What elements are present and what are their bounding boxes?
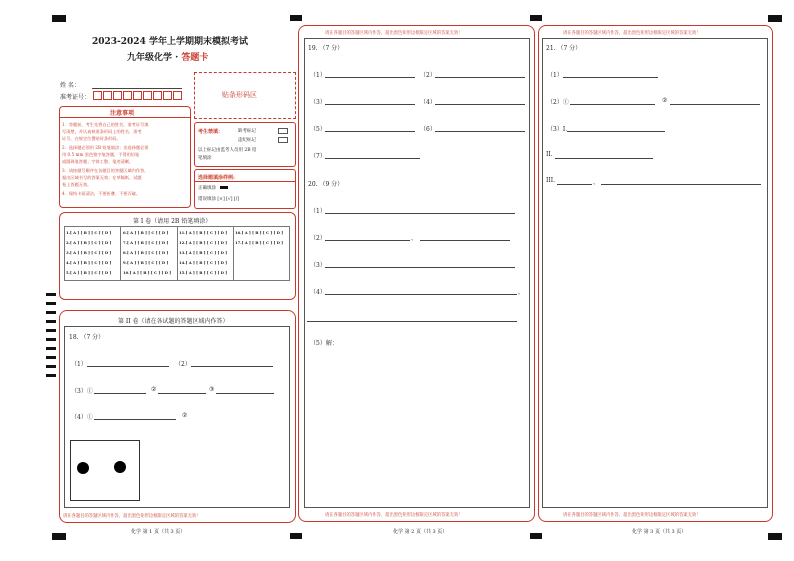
q19-heading: 19. （7 分） <box>308 45 344 52</box>
q21-part2-label: （2）① <box>547 99 569 106</box>
q20-part2-answer2[interactable] <box>420 240 510 241</box>
page3-warning-top: 请在各题目的答题区域内作答，超出黑色矩形边框限定区域的答案无效！ <box>563 31 701 36</box>
q19-part1-answer[interactable] <box>325 77 415 78</box>
page3-footer: 化学 第 3 页（共 3 页） <box>632 529 687 535</box>
notice-line: 写清楚，并认真核准条形码上的姓名、准考 <box>62 129 142 134</box>
choice-item[interactable]: 13.[ A ] [ B ] [ C ] [ D ] <box>179 250 227 255</box>
section2-title: 第 II 卷（请在各试题的答题区域内作答） <box>118 318 229 325</box>
q19-part5-label: （5） <box>310 126 326 133</box>
q19-part5-answer[interactable] <box>325 131 415 132</box>
q18-part2-answer[interactable] <box>191 366 273 367</box>
q21-partIII-answer2[interactable] <box>601 184 761 185</box>
q21-partII-label: II. <box>546 151 553 158</box>
q18-part3-answer2[interactable] <box>158 393 206 394</box>
position-mark <box>52 533 66 540</box>
exam-status-title: 考生禁填： <box>198 129 224 135</box>
choice-item[interactable]: 14.[ A ] [ B ] [ C ] [ D ] <box>179 260 227 265</box>
subtitle-suffix: 答题卡 <box>181 53 209 63</box>
student-id-label: 准考证号： <box>60 94 91 101</box>
position-mark <box>530 15 542 21</box>
q19-part7-label: （7） <box>310 153 326 160</box>
violation-box[interactable] <box>278 137 288 143</box>
q21-partIII-sep: 、 <box>593 179 600 186</box>
correct-fill-sample <box>220 186 228 189</box>
q19-part3-answer[interactable] <box>325 104 415 105</box>
choice-item[interactable]: 3.[ A ] [ B ] [ C ] [ D ] <box>66 250 112 255</box>
q20-heading: 20. （9 分） <box>308 181 344 188</box>
q21-partIII-label: III. <box>546 177 556 184</box>
choice-item[interactable]: 1.[ A ] [ B ] [ C ] [ D ] <box>66 230 112 235</box>
status-note: 以上标记由监考人员用 2B 铅 <box>198 148 257 153</box>
choice-item[interactable]: 7.[ A ] [ B ] [ C ] [ D ] <box>123 240 169 245</box>
position-mark <box>290 15 302 21</box>
choice-item[interactable]: 12.[ A ] [ B ] [ C ] [ D ] <box>179 240 227 245</box>
q20-part3-answer[interactable] <box>325 267 515 268</box>
correct-fill-label: 正确填涂 <box>198 186 216 191</box>
notice-line: 3．请按题号顺序在各题目的答题区域内作答， <box>62 168 149 173</box>
q18-part4-answer1[interactable] <box>94 419 176 420</box>
choice-item[interactable]: 17.[ A ] [ B ] [ C ] [ D ] <box>235 240 283 245</box>
q20-part2-answer1[interactable] <box>325 240 410 241</box>
position-mark <box>768 15 782 22</box>
absent-box[interactable] <box>278 128 288 134</box>
q18-heading: 18. （7 分） <box>69 334 105 341</box>
q21-part2-answer2[interactable] <box>670 104 760 105</box>
q21-part2-answer1[interactable] <box>570 104 655 105</box>
student-id-boxes[interactable] <box>93 91 187 101</box>
particle-dot <box>77 462 89 474</box>
page2-warning-bottom: 请在各题目的答题区域内作答，超出黑色矩形边框限定区域的答案无效！ <box>325 513 463 518</box>
q20-part2-sep: 、 <box>411 235 418 242</box>
choice-item[interactable]: 10.[ A ] [ B ] [ C ] [ D ] <box>123 270 171 275</box>
q21-part1-label: （1） <box>547 72 563 79</box>
q20-part4-end: 。 <box>518 289 525 296</box>
q18-part1-answer[interactable] <box>87 366 169 367</box>
notice-line: 2．选择题必须用 2B 铅笔填涂；非选择题必须 <box>62 145 149 150</box>
q20-part1-label: （1） <box>310 208 326 215</box>
q21-partII-answer[interactable] <box>555 158 653 159</box>
choice-item[interactable]: 15.[ A ] [ B ] [ C ] [ D ] <box>179 270 227 275</box>
q21-partIII-answer1[interactable] <box>557 184 592 185</box>
section1-title: 第 I 卷（请用 2B 铅笔填涂） <box>133 218 212 225</box>
q21-part1-answer[interactable] <box>563 77 658 78</box>
choice-item[interactable]: 11.[ A ] [ B ] [ C ] [ D ] <box>179 230 227 235</box>
exam-subtitle <box>127 50 208 63</box>
position-mark <box>768 533 782 540</box>
notice-line: 1．答题前，考生先将自己的姓名，准考证号填 <box>62 122 149 127</box>
name-field[interactable] <box>92 88 182 89</box>
q19-part7-answer[interactable] <box>325 158 420 159</box>
q18-part3-answer1[interactable] <box>94 393 146 394</box>
page2-inner-box <box>304 38 530 508</box>
position-mark <box>52 15 66 22</box>
absent-label: 缺考标记 <box>238 129 256 134</box>
choice-item[interactable]: 16.[ A ] [ B ] [ C ] [ D ] <box>235 230 283 235</box>
q19-part2-label: （2） <box>420 72 436 79</box>
choice-item[interactable]: 2.[ A ] [ B ] [ C ] [ D ] <box>66 240 112 245</box>
q18-part3-label3: ③ <box>209 386 215 393</box>
q20-part4-label: （4） <box>310 289 326 296</box>
fill-example-divider <box>194 181 296 182</box>
violation-label: 违纪标记 <box>238 138 256 143</box>
q21-part3-label: （3）I. <box>547 126 568 133</box>
position-mark <box>530 533 542 539</box>
page1-warning: 请在各题目的答题区域内作答，超出黑色矩形边框限定区域的答案无效！ <box>63 514 201 519</box>
q20-part4-answer2[interactable] <box>307 321 517 322</box>
fill-example-title: 选择题填涂样例: <box>198 175 235 181</box>
q20-part3-label: （3） <box>310 262 326 269</box>
q18-part3-label: （3）① <box>71 388 93 395</box>
q18-part3-label2: ② <box>151 386 157 393</box>
page3-warning-bottom: 请在各题目的答题区域内作答，超出黑色矩形边框限定区域的答案无效！ <box>563 513 701 518</box>
q18-part2-label: （2） <box>175 361 191 368</box>
barcode-label: 贴条形码区 <box>222 91 257 99</box>
position-mark <box>290 533 302 539</box>
choice-item[interactable]: 6.[ A ] [ B ] [ C ] [ D ] <box>123 230 169 235</box>
page3-inner-box <box>542 38 768 508</box>
q20-part2-label: （2） <box>310 235 326 242</box>
page2-footer: 化学 第 2 页（共 3 页） <box>393 529 448 535</box>
status-note: 笔填涂 <box>198 156 212 161</box>
particle-dot <box>114 461 126 473</box>
q21-heading: 21. （7 分） <box>546 45 582 52</box>
q20-part5-label: （5）解： <box>310 340 338 347</box>
q18-part1-label: （1） <box>71 361 87 368</box>
subtitle-prefix: 九年级化学 · <box>127 53 182 63</box>
notice-line: 或圆珠笔答题；字体工整、笔迹清晰。 <box>62 159 134 164</box>
notice-line: 超出区域书写的答案无效；在草稿纸、试题 <box>62 175 142 180</box>
q18-part3-answer3[interactable] <box>216 393 274 394</box>
choice-item[interactable]: 9.[ A ] [ B ] [ C ] [ D ] <box>123 260 169 265</box>
choice-item[interactable]: 8.[ A ] [ B ] [ C ] [ D ] <box>123 250 169 255</box>
q20-part4-answer1[interactable] <box>325 294 517 295</box>
exam-title: 2023-2024 学年上学期期末模拟考试 <box>92 37 248 47</box>
notice-divider <box>59 117 191 118</box>
choice-item[interactable]: 5.[ A ] [ B ] [ C ] [ D ] <box>66 270 112 275</box>
wrong-fill-label: 错误填涂 [×] [√] [/] <box>198 197 239 202</box>
q19-part4-label: （4） <box>420 99 436 106</box>
q19-part3-label: （3） <box>310 99 326 106</box>
page2-warning-top: 请在各题目的答题区域内作答，超出黑色矩形边框限定区域的答案无效！ <box>325 31 463 36</box>
name-label: 姓 名： <box>60 82 80 89</box>
notice-line: 卷上答题无效。 <box>62 182 92 187</box>
q19-part1-label: （1） <box>310 72 326 79</box>
q19-part6-label: （6） <box>420 126 436 133</box>
q19-part6-answer[interactable] <box>435 131 525 132</box>
q21-part3-answer[interactable] <box>567 131 665 132</box>
q18-part4-label: （4）① <box>71 414 93 421</box>
notice-line: 4．保持卡面清洁，不要折叠、不要弄破。 <box>62 191 141 196</box>
notice-title: 注意事项 <box>110 110 135 117</box>
notice-line: 证号，在规定位置贴好条形码。 <box>62 136 121 141</box>
q18-part4-label2: ② <box>182 412 188 419</box>
q19-part2-answer[interactable] <box>435 77 525 78</box>
q20-part1-answer[interactable] <box>325 213 515 214</box>
q21-part2-label2: ② <box>662 97 668 104</box>
choice-item[interactable]: 4.[ A ] [ B ] [ C ] [ D ] <box>66 260 112 265</box>
timing-marks <box>46 293 56 383</box>
page1-footer: 化学 第 1 页（共 3 页） <box>131 529 186 535</box>
notice-line: 用 0.5 mm 黑色签字笔答题，不得用铅笔 <box>62 152 140 157</box>
q19-part4-answer[interactable] <box>435 104 525 105</box>
